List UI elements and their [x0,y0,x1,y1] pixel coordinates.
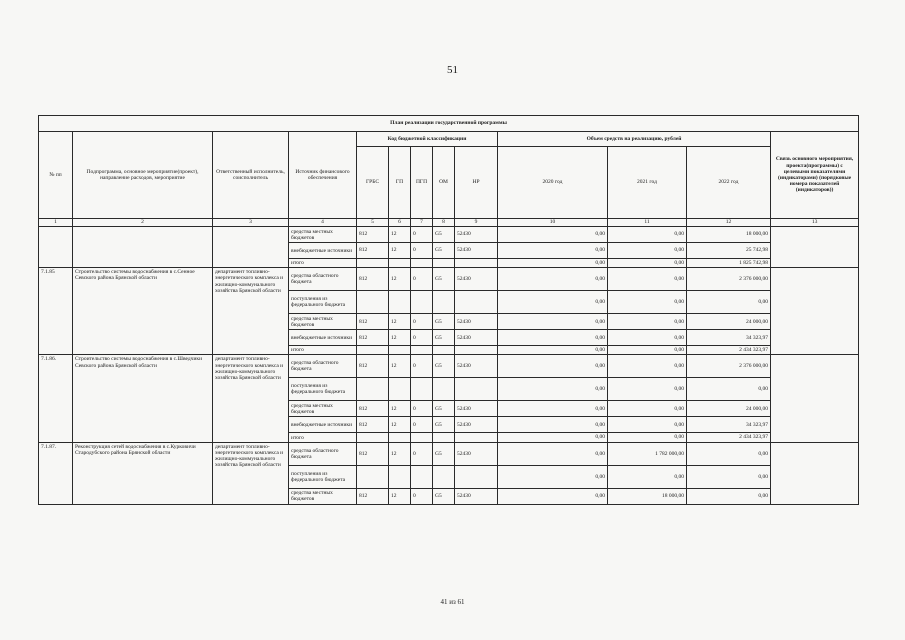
grbs-cell: 812 [357,355,389,378]
row-number: 7.1.86. [39,355,73,442]
np-cell: 52430 [455,243,498,259]
np-cell: 52430 [455,330,498,346]
amount-2021: 0,00 [608,268,687,291]
total-2020: 0,00 [498,433,608,442]
om-cell: G5 [433,243,455,259]
column-number: 1 [39,219,73,227]
pgp-cell: 0 [411,330,433,346]
amount-2022: 0,00 [687,442,771,465]
pgp-cell: 0 [411,442,433,465]
source-cell: поступления из федерального бюджета [289,378,357,401]
pgp-cell: 0 [411,401,433,417]
np-cell: 52430 [455,314,498,330]
grbs-cell: 812 [357,314,389,330]
table-row [39,268,859,291]
amount-2022: 25 742,98 [687,243,771,259]
source-cell: внебюджетные источники [289,330,357,346]
link-cell [771,355,859,442]
header-om: ОМ [433,147,455,219]
pgp-cell: 0 [411,314,433,330]
total-2022: 2 434 323,97 [687,433,771,442]
amount-2020: 0,00 [498,488,608,504]
column-number: 7 [411,219,433,227]
np-cell: 52430 [455,268,498,291]
total-2020: 0,00 [498,259,608,268]
source-cell: поступления из федерального бюджета [289,291,357,314]
table-row [39,227,859,243]
grbs-cell: 812 [357,401,389,417]
np-cell: 52430 [455,417,498,433]
amount-2021: 0,00 [608,330,687,346]
source-cell: средства областного бюджета [289,442,357,465]
amount-2020: 0,00 [498,243,608,259]
header-executor: Ответственный исполнитель, соисполнитель [213,132,289,219]
row-name: Строительство системы водоснабжения в с.Сенное Севского района Брянской области [73,268,213,355]
np-cell: 52430 [455,442,498,465]
column-number: 10 [498,219,608,227]
total-2021: 0,00 [608,346,687,355]
amount-2022: 34 323,97 [687,417,771,433]
amount-2022: 34 323,97 [687,330,771,346]
amount-2021: 0,00 [608,243,687,259]
gp-cell: 12 [389,330,411,346]
amount-2021: 0,00 [608,227,687,243]
source-cell: поступления из федерального бюджета [289,465,357,488]
amount-2022: 24 000,00 [687,401,771,417]
amount-2020: 0,00 [498,355,608,378]
source-cell: итого [289,346,357,355]
column-number: 6 [389,219,411,227]
header-2021: 2021 год [608,147,687,219]
source-cell: средства областного бюджета [289,355,357,378]
om-cell: G5 [433,417,455,433]
amount-2021: 0,00 [608,417,687,433]
pgp-cell: 0 [411,243,433,259]
row-name: Строительство системы водоснабжения в с.Шведчики Севского района Брянской области [73,355,213,442]
column-number: 2 [73,219,213,227]
header-source: Источник финансового обеспечения [289,132,357,219]
source-cell: внебюджетные источники [289,243,357,259]
total-2020: 0,00 [498,346,608,355]
amount-2020: 0,00 [498,378,608,401]
table-row [39,355,859,378]
om-cell: G5 [433,268,455,291]
source-cell: средства местных бюджетов [289,401,357,417]
grbs-cell: 812 [357,417,389,433]
grbs-cell: 812 [357,330,389,346]
row-executor: департамент топливно-энергетического комплекса и жилищно-коммунального хозяйства Брянской области [213,355,289,442]
amount-2021: 0,00 [608,401,687,417]
amount-2020: 0,00 [498,314,608,330]
gp-cell: 12 [389,268,411,291]
header-2022: 2022 год [687,147,771,219]
amount-2020: 0,00 [498,442,608,465]
np-cell: 52430 [455,401,498,417]
amount-2022: 2 376 000,00 [687,268,771,291]
page-footer: 41 из 61 [440,598,465,606]
header-gp: ГП [389,147,411,219]
total-2021: 0,00 [608,259,687,268]
column-number: 4 [289,219,357,227]
pgp-cell: 0 [411,488,433,504]
header-2020: 2020 год [498,147,608,219]
amount-2020: 0,00 [498,465,608,488]
om-cell: G5 [433,488,455,504]
column-number: 3 [213,219,289,227]
gp-cell: 12 [389,488,411,504]
source-cell: внебюджетные источники [289,417,357,433]
link-cell [771,442,859,504]
amount-2021: 0,00 [608,355,687,378]
column-number: 12 [687,219,771,227]
link-cell [771,268,859,355]
pgp-cell: 0 [411,417,433,433]
amount-2022: 2 376 000,00 [687,355,771,378]
amount-2022: 18 000,00 [687,227,771,243]
pgp-cell: 0 [411,227,433,243]
om-cell: G5 [433,355,455,378]
table-row [39,442,859,465]
page-number: 51 [447,64,458,76]
row-number [39,227,73,268]
amount-2022: 0,00 [687,378,771,401]
row-executor [213,227,289,268]
amount-2020: 0,00 [498,401,608,417]
om-cell: G5 [433,401,455,417]
om-cell: G5 [433,314,455,330]
grbs-cell: 812 [357,243,389,259]
gp-cell: 12 [389,417,411,433]
source-cell: средства областного бюджета [289,268,357,291]
column-number: 8 [433,219,455,227]
amount-2021: 0,00 [608,291,687,314]
total-2022: 2 434 323,97 [687,346,771,355]
row-executor: департамент топливно-энергетического комплекса и жилищно-коммунального хозяйства Брянской области [213,442,289,504]
om-cell: G5 [433,227,455,243]
total-2022: 1 825 742,98 [687,259,771,268]
header-no: № пп [39,132,73,219]
source-cell: средства местных бюджетов [289,227,357,243]
amount-2020: 0,00 [498,330,608,346]
row-executor: департамент топливно-энергетического комплекса и жилищно-коммунального хозяйства Брянской области [213,268,289,355]
amount-2021: 18 000,00 [608,488,687,504]
column-number: 5 [357,219,389,227]
grbs-cell: 812 [357,442,389,465]
source-cell: средства местных бюджетов [289,488,357,504]
pgp-cell: 0 [411,268,433,291]
gp-cell: 12 [389,401,411,417]
amount-2022: 0,00 [687,465,771,488]
amount-2020: 0,00 [498,227,608,243]
column-number: 9 [455,219,498,227]
np-cell: 52430 [455,227,498,243]
total-2021: 0,00 [608,433,687,442]
row-number: 7.1.87. [39,442,73,504]
gp-cell: 12 [389,355,411,378]
link-cell [771,227,859,268]
gp-cell: 12 [389,442,411,465]
amount-2022: 0,00 [687,291,771,314]
amount-2021: 0,00 [608,465,687,488]
amount-2021: 0,00 [608,378,687,401]
header-name: Подпрограмма, основное мероприятие(проект), направление расходов, мероприятие [73,132,213,219]
header-link: Связь основного мероприятия, проекта(программы) с целевыми показателями (индикаторами) (порядковые номера показателей (индикаторов)) [771,132,859,219]
source-cell: итого [289,259,357,268]
gp-cell: 12 [389,243,411,259]
header-volume: Объем средств на реализацию, рублей [498,132,771,147]
row-name [73,227,213,268]
gp-cell: 12 [389,314,411,330]
program-plan-table [38,115,859,505]
header-grbs: ГРБС [357,147,389,219]
column-number: 13 [771,219,859,227]
grbs-cell: 812 [357,268,389,291]
header-pgp: ПГП [411,147,433,219]
om-cell: G5 [433,442,455,465]
amount-2020: 0,00 [498,417,608,433]
grbs-cell: 812 [357,227,389,243]
row-name: Реконструкция сетей водоснабжения в с.Курковичи Стародубского района Брянской области [73,442,213,504]
grbs-cell: 812 [357,488,389,504]
np-cell: 52430 [455,355,498,378]
gp-cell: 12 [389,227,411,243]
table-title: План реализации государственной программы [39,116,859,132]
amount-2021: 0,00 [608,314,687,330]
header-np: НР [455,147,498,219]
source-cell: средства местных бюджетов [289,314,357,330]
amount-2021: 1 782 000,00 [608,442,687,465]
column-number: 11 [608,219,687,227]
amount-2020: 0,00 [498,268,608,291]
amount-2022: 24 000,00 [687,314,771,330]
row-number: 7.1.85 [39,268,73,355]
amount-2022: 0,00 [687,488,771,504]
om-cell: G5 [433,330,455,346]
pgp-cell: 0 [411,355,433,378]
source-cell: итого [289,433,357,442]
amount-2020: 0,00 [498,291,608,314]
header-budget-code: Код бюджетной классификации [357,132,498,147]
np-cell: 52430 [455,488,498,504]
